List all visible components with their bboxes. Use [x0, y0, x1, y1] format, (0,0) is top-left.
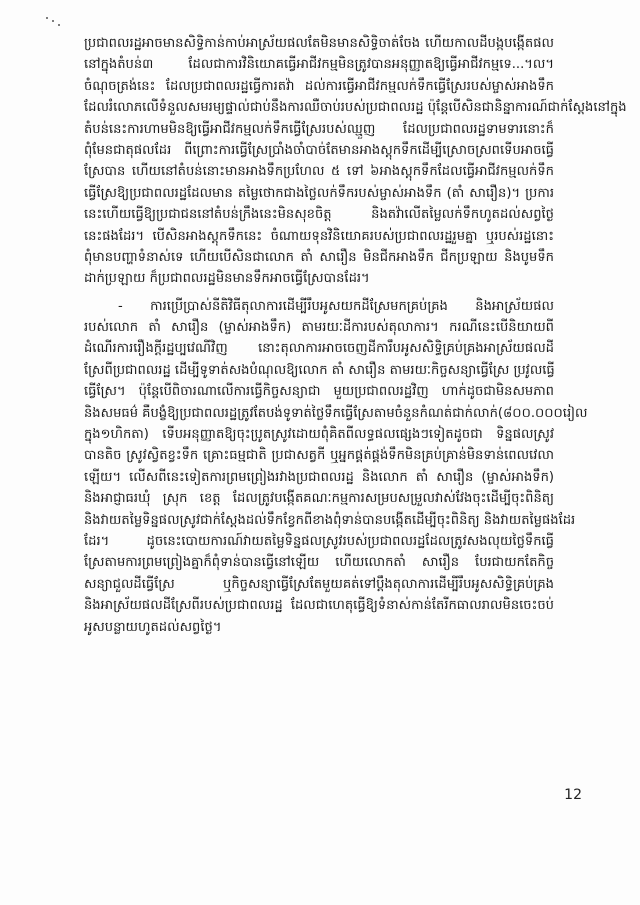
text-line: ដែលរំលោភលើទំនួលសមរម្យផ្ទាល់ជាប់នឹងការឈឺចាប់របស់ប្រជាពលរដ្ឋ ប៉ុន្តែបើសិនជានិន្នាការណ៍ជាក់ស្តែងនៅក្នុង [84, 100, 627, 116]
text-line: ពុំមែនជាតុផលដែរ ពីព្រោះការធ្វើស្រែប្រាំងចាំបាច់តែមានអាងស្តុកទឹកដើម្បីស្រោចស្រពទើបអាចធ្វើ [84, 142, 554, 158]
text-line: ដែរ។ ដូចនេះបោយការណ៍វាយតម្លៃទិន្នផលស្រូវរបស់ប្រជាពលរដ្ឋដែលត្រូវសងលុយថ្លៃទឹកធ្វើ [84, 533, 554, 549]
text-line: និងអាស្រ័យផលដីស្រែពីរបស់ប្រជាពលរដ្ឋ ដែលជាហេតុធ្វើឱ្យទំនាស់កាន់តែរីកធាលរាលមិនចេះចប់ [84, 598, 554, 614]
text-line: ចំណុចត្រង់នេះ ដែលប្រជាពលរដ្ឋធ្វើការតវ៉ា ដល់ការធ្វើអាជីវកម្មលក់ទឹកធ្វើស្រែរបស់ម្ចាស់អាងទឹក [84, 78, 554, 94]
text-line: ក្នុង១ហិកតា) ទើបអនុញ្ញាតឱ្យចុះប្រូតស្រូវដោយពុំគិតពីលទ្ធផលផ្សេងៗទៀតដូចជា ទិន្នផលស្រូវ [84, 427, 554, 443]
text-line: ធ្វើស្រែ។ ប៉ុន្តែបើពិចារណាលើការធ្វើកិច្ចសន្យាជា មួយប្រជាពលរដ្ឋវិញ ហាក់ដូចជាមិនសមភាព [84, 384, 554, 400]
text-line: សន្យាជួលដីធ្វើស្រែ ឬកិច្ចសន្យាធ្វើស្រែតែមួយគត់ទៅប្តឹងតុលាការដើម្បីរឹបអូសសិទ្ធិគ្រប់គ្រង [84, 576, 554, 592]
text-line: បានតិច ស្រូវស្វិតខ្វះទឹក គ្រោះធម្មជាតិ ប្រជាសត្វកី ឬអ្នកផ្គត់ផ្គង់ទឹកមិនគ្រប់គ្រាន់មិនទាន់ពេលវេលា [84, 448, 554, 464]
text-line: ពុំមានបញ្ហាទំនាស់ទេ ហើយបើសិនជាលោក តាំ សារឿន មិនជីកអាងទឹក ជីកប្រឡាយ និងបូមទឹក [84, 249, 554, 265]
paragraph-2 [84, 296, 588, 638]
scan-specks [44, 16, 64, 30]
text-line: ឡើយ។ លើសពីនេះទៀតការព្រមព្រៀងរវាងប្រជាពលរដ្ឋ និងលោក តាំ សារឿន (ម្ចាស់អាងទឹក) [84, 469, 554, 485]
text-line: តំបន់នេះការហាមមិនឱ្យធ្វើអាជីវកម្មលក់ទឹកធ្វើស្រែរបស់ឈ្មួញ ដែលប្រជាពលរដ្ឋទាមទារនោះក៏ [84, 121, 554, 137]
text-line: នេះផងដែរ។ បើសិនអាងស្តុកទឹកនេះ ចំណាយទុនវិនិយោគរបស់ប្រជាពលរដ្ឋរួមគ្នា ឬរបស់រដ្ឋនោះ [84, 228, 554, 244]
text-line: និងអាជ្ញាធរឃុំ ស្រុក ខេត្ត ដែលត្រូវបង្កើតគណៈកម្មការសម្របសម្រួលវាស់វែងចុះដើម្បីចុះពិនិត្យ [84, 491, 554, 507]
text-line: ស្រែពីប្រជាពលរដ្ឋ ដើម្បីទូទាត់សងបំណុលឱ្យលោក តាំ សារឿន តាមរយៈកិច្ចសន្យាធ្វើស្រែ ប្រវូលធ្វើ [84, 362, 555, 378]
text-line: ដាក់ប្រឡាយ ក៏ប្រជាពលរដ្ឋមិនមានទឹកអាចធ្វើស្រែបានដែរ។ [84, 271, 370, 287]
text-line: ដំណើរការរឿងក្តីរដ្ឋប្បវេណីវិញ នោះតុលាការអាចចេញដីការឹបអូសសិទ្ធិគ្រប់គ្រងអាស្រ័យផលដី [84, 341, 554, 357]
text-line: ប្រជាពលរដ្ឋអាចមានសិទ្ធិកាន់កាប់អាស្រ័យផលតែមិនមានសិទ្ធិចាត់ចែង ហើយកាលដីបង្កបង្កើតផល [84, 36, 554, 51]
text-line: នេះហើយធ្វើឱ្យប្រជាជននៅតំបន់ក្រឹងនេះមិនសុខចិត្ត និងតវ៉ាលើតម្លៃលក់ទឹកហូតដល់សព្វថ្ងៃ [84, 207, 554, 223]
text-line: ស្រែតាមការព្រមព្រៀងគ្នាក៏ពុំទាន់បានធ្វើនៅឡើយ ហើយលោកតាំ សារឿន បែរជាយកតែកិច្ច [84, 555, 554, 571]
paragraph-1 [84, 33, 627, 290]
text-line: និងវាយតម្លៃទិន្នផលស្រូវជាក់ស្តែងដល់ទឹកខ្វែកពីខាងពុំទាន់បានបង្កើតដើម្បីចុះពិនិត្យ និងវាយតម្លៃផងដែរ [84, 512, 576, 528]
text-line: អូសបន្លាយហូតដល់សព្វថ្ងៃ។ [84, 619, 222, 635]
text-line: - ការប្រើប្រាស់នីតិវិធីតុលាការដើម្បីរឹបអូសយកដីស្រែមកគ្រប់គ្រង និងអាស្រ័យផល [118, 298, 554, 314]
page-number: 12 [564, 787, 582, 803]
text-line: ស្រែបាន ហើយនៅតំបន់នោះមានអាងទឹកប្រហែល ៥ ទៅ ៦អាងស្តុកទឹកដែលធ្វើអាជីវកម្មលក់ទឹក [84, 164, 554, 180]
text-line: របស់លោក តាំ សារឿន (ម្ចាស់អាងទឹក) តាមរយៈដីការបស់តុលាការ។ ករណីនេះបើនិយាយពី [84, 320, 554, 336]
body-text [84, 33, 627, 638]
text-line: នៅក្នុងតំបន់៣ ដែលជាការវិនិយោគធ្វើអាជីវកម្មមិនត្រូវបានអនុញ្ញាតឱ្យធ្វើអាជីវកម្មទេ...។ល។ [84, 57, 554, 73]
text-line: ធ្វើស្រែឱ្យប្រជាពលរដ្ឋដែលមាន តម្លៃថោកជាងថ្លៃលក់ទឹករបស់ម្ចាស់អាងទឹក (តាំ សារឿន)។ ប្រការ [84, 185, 554, 201]
text-line: និងសមធម៌ គឺបង្ខំឱ្យប្រជាពលរដ្ឋត្រូវតែបង់ទូទាត់ថ្លៃទឹកធ្វើស្រែតាមចំនួនកំណត់ជាក់លាក់(៨០០.០០០រៀល [84, 405, 588, 421]
